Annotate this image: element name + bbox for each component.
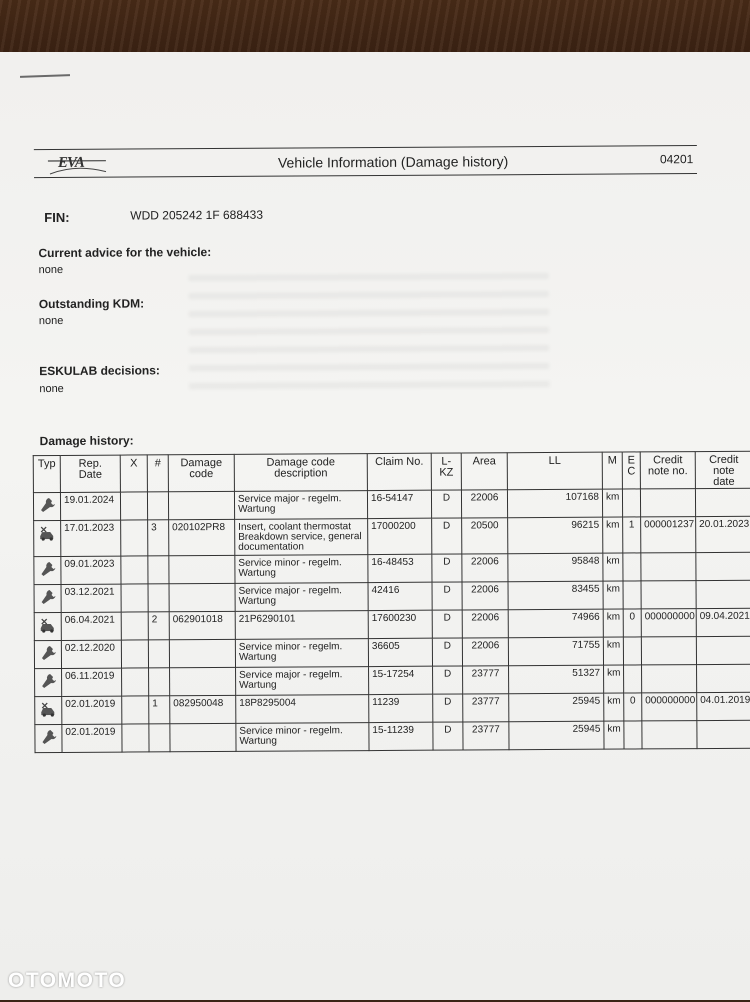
table-row	[35, 692, 750, 724]
number-cell: 3	[148, 520, 169, 556]
rep-date-cell: 06.11.2019	[62, 668, 122, 696]
number-cell	[148, 640, 169, 668]
type-icon-cell	[34, 556, 61, 584]
column-header: Credit note no.	[640, 452, 695, 489]
credit-note-date-cell	[697, 664, 750, 692]
ec-cell	[623, 581, 641, 609]
claim-no-cell: 17000200	[368, 518, 432, 554]
fin-value: WDD 205242 1F 688433	[130, 207, 264, 223]
page-title: Vehicle Information (Damage history)	[277, 153, 509, 171]
lkz-cell: D	[432, 610, 462, 638]
description-cell: Service major - regelm. Wartung	[235, 583, 368, 612]
column-header: E C	[622, 452, 640, 489]
table-row	[34, 552, 750, 584]
damage-code-cell	[170, 667, 236, 695]
table-row	[35, 664, 750, 696]
unit-cell: km	[603, 581, 623, 609]
column-header: Credit note date	[695, 451, 750, 488]
claim-no-cell: 11239	[369, 694, 433, 722]
description-cell: Insert, coolant thermostat Breakdown service, general documentation	[235, 519, 368, 556]
claim-no-cell: 42416	[368, 582, 432, 610]
rep-date-cell: 19.01.2024	[60, 492, 120, 520]
damage-code-cell	[169, 583, 235, 611]
type-icon-cell	[34, 640, 61, 668]
credit-note-no-cell	[641, 637, 696, 665]
credit-note-date-cell	[696, 552, 750, 580]
number-cell	[149, 724, 170, 752]
wrench-icon	[38, 560, 56, 578]
ll-cell: 71755	[508, 637, 603, 666]
unit-cell: km	[603, 517, 623, 553]
number-cell	[148, 556, 169, 584]
credit-note-no-cell	[640, 489, 695, 517]
credit-note-no-cell: 000001237	[641, 517, 696, 553]
area-cell: 22006	[462, 582, 508, 610]
lkz-cell: D	[432, 582, 462, 610]
document-code: 04201	[659, 152, 694, 167]
credit-note-no-cell	[641, 553, 696, 581]
claim-no-cell: 15-17254	[369, 666, 433, 694]
wrench-icon	[39, 644, 57, 662]
damage-code-cell	[170, 723, 236, 751]
unit-cell: km	[603, 553, 623, 581]
column-header: M	[602, 452, 622, 489]
ec-cell: 0	[624, 693, 642, 721]
x-cell	[122, 696, 149, 724]
fin-label: FIN:	[44, 209, 70, 226]
area-cell: 20500	[462, 518, 508, 554]
damage-code-cell	[168, 491, 234, 519]
x-cell	[120, 492, 147, 520]
claim-no-cell: 15-11239	[369, 722, 433, 750]
ll-cell: 74966	[508, 609, 603, 638]
credit-note-no-cell: 000000000	[642, 693, 697, 721]
wrench-icon	[39, 588, 57, 606]
eskulab-value: none	[39, 382, 64, 396]
ec-cell	[623, 553, 641, 581]
description-cell: Service minor - regelm. Wartung	[235, 555, 368, 584]
credit-note-date-cell	[696, 580, 750, 608]
rep-date-cell: 02.01.2019	[62, 724, 122, 752]
table-row	[33, 488, 750, 520]
area-cell: 23777	[463, 666, 509, 694]
description-cell: Service major - regelm. Wartung	[234, 491, 367, 520]
credit-note-no-cell	[641, 581, 696, 609]
credit-note-date-cell	[696, 636, 750, 664]
number-cell	[148, 584, 169, 612]
car-damage-icon	[38, 524, 56, 542]
bleed-through-text	[189, 261, 550, 393]
type-icon-cell	[35, 724, 62, 752]
damage-code-cell: 082950048	[170, 695, 236, 723]
type-icon-cell	[34, 520, 61, 556]
claim-no-cell: 36605	[368, 638, 432, 666]
description-cell: 21P6290101	[235, 611, 368, 640]
x-cell	[121, 584, 148, 612]
column-header: Rep. Date	[60, 455, 120, 492]
x-cell	[121, 640, 148, 668]
x-cell	[122, 668, 149, 696]
rep-date-cell: 06.04.2021	[61, 612, 121, 640]
type-icon-cell	[35, 668, 62, 696]
lkz-cell: D	[432, 638, 462, 666]
column-header: X	[120, 455, 147, 492]
ec-cell: 1	[623, 517, 641, 553]
credit-note-date-cell: 09.04.2021	[696, 608, 750, 636]
unit-cell: km	[603, 637, 623, 665]
rep-date-cell: 03.12.2021	[61, 584, 121, 612]
otomoto-watermark: OTOMOTO	[8, 969, 127, 992]
x-cell	[121, 612, 148, 640]
table-row	[34, 580, 750, 612]
area-cell: 23777	[463, 722, 509, 750]
eskulab-label: ESKULAB decisions:	[39, 363, 160, 379]
area-cell: 22006	[461, 490, 507, 518]
unit-cell: km	[604, 721, 624, 749]
column-header: Damage code description	[234, 454, 367, 492]
damage-code-cell: 020102PR8	[169, 519, 235, 555]
type-icon-cell	[35, 696, 62, 724]
description-cell: Service minor - regelm. Wartung	[236, 723, 369, 752]
number-cell: 1	[149, 696, 170, 724]
ll-cell: 95848	[508, 553, 603, 582]
unit-cell: km	[604, 665, 624, 693]
damage-history-label: Damage history:	[39, 433, 134, 449]
unit-cell: km	[603, 609, 623, 637]
description-cell: 18P8295004	[236, 695, 369, 724]
credit-note-date-cell: 04.01.2019	[697, 692, 750, 720]
area-cell: 22006	[462, 638, 508, 666]
table-row	[34, 516, 750, 556]
number-cell	[147, 492, 168, 520]
unit-cell: km	[604, 693, 624, 721]
wrench-icon	[39, 672, 57, 690]
column-header: Typ	[33, 455, 60, 492]
description-cell: Service minor - regelm. Wartung	[235, 639, 368, 668]
column-header: LL	[507, 452, 602, 490]
unit-cell: km	[602, 489, 622, 517]
damage-history-table	[33, 451, 750, 753]
rep-date-cell: 02.12.2020	[61, 640, 121, 668]
credit-note-date-cell: 20.01.2023	[696, 516, 750, 552]
eva-logo-text: EVA	[57, 154, 84, 171]
lkz-cell: D	[433, 694, 463, 722]
rep-date-cell: 17.01.2023	[61, 520, 121, 556]
outstanding-kdm-label: Outstanding KDM:	[38, 296, 145, 312]
table-header-row	[33, 451, 750, 492]
ec-cell	[622, 489, 640, 517]
column-header: #	[147, 455, 168, 492]
number-cell	[149, 668, 170, 696]
wrench-icon	[39, 728, 57, 746]
ll-cell: 25945	[509, 721, 604, 750]
ll-cell: 96215	[508, 517, 603, 554]
damage-code-cell: 062901018	[169, 611, 235, 639]
car-damage-icon	[39, 700, 57, 718]
lkz-cell: D	[431, 490, 461, 518]
table-row	[35, 720, 750, 752]
wrench-icon	[38, 496, 56, 514]
type-icon-cell	[34, 584, 61, 612]
description-cell: Service major - regelm. Wartung	[236, 667, 369, 696]
ec-cell	[624, 665, 642, 693]
claim-no-cell: 17600230	[368, 610, 432, 638]
table-row	[34, 608, 750, 640]
column-header: Claim No.	[367, 453, 431, 490]
current-advice-label: Current advice for the vehicle:	[38, 245, 212, 261]
outstanding-kdm-value: none	[38, 314, 64, 328]
area-cell: 23777	[463, 694, 509, 722]
claim-no-cell: 16-48453	[368, 554, 432, 582]
rep-date-cell: 09.01.2023	[61, 556, 121, 584]
x-cell	[122, 724, 149, 752]
header-rule-top	[34, 145, 697, 150]
area-cell: 22006	[462, 610, 508, 638]
lkz-cell: D	[432, 554, 462, 582]
column-header: Damage code	[168, 454, 234, 491]
table-row	[34, 636, 750, 668]
rep-date-cell: 02.01.2019	[62, 696, 122, 724]
car-damage-icon	[39, 616, 57, 634]
type-icon-cell	[34, 612, 61, 640]
ec-cell	[624, 721, 642, 749]
lkz-cell: D	[433, 666, 463, 694]
type-icon-cell	[33, 492, 60, 520]
credit-note-date-cell	[697, 720, 750, 748]
current-advice-value: none	[38, 263, 64, 277]
ec-cell: 0	[623, 609, 641, 637]
credit-note-date-cell	[695, 488, 750, 516]
x-cell	[121, 556, 148, 584]
x-cell	[121, 520, 148, 556]
ll-cell: 83455	[508, 581, 603, 610]
column-header: Area	[461, 453, 507, 490]
lkz-cell: D	[433, 722, 463, 750]
credit-note-no-cell	[642, 665, 697, 693]
damage-code-cell	[169, 555, 235, 583]
ll-cell: 107168	[507, 489, 602, 518]
area-cell: 22006	[462, 554, 508, 582]
credit-note-no-cell: 000000000	[641, 609, 696, 637]
ll-cell: 25945	[509, 693, 604, 722]
ll-cell: 51327	[509, 665, 604, 694]
number-cell: 2	[148, 612, 169, 640]
column-header: L- KZ	[431, 453, 461, 490]
lkz-cell: D	[432, 518, 462, 554]
ec-cell	[623, 637, 641, 665]
claim-no-cell: 16-54147	[367, 490, 431, 518]
damage-code-cell	[169, 639, 235, 667]
credit-note-no-cell	[642, 721, 697, 749]
header-rule-bottom	[34, 173, 697, 178]
